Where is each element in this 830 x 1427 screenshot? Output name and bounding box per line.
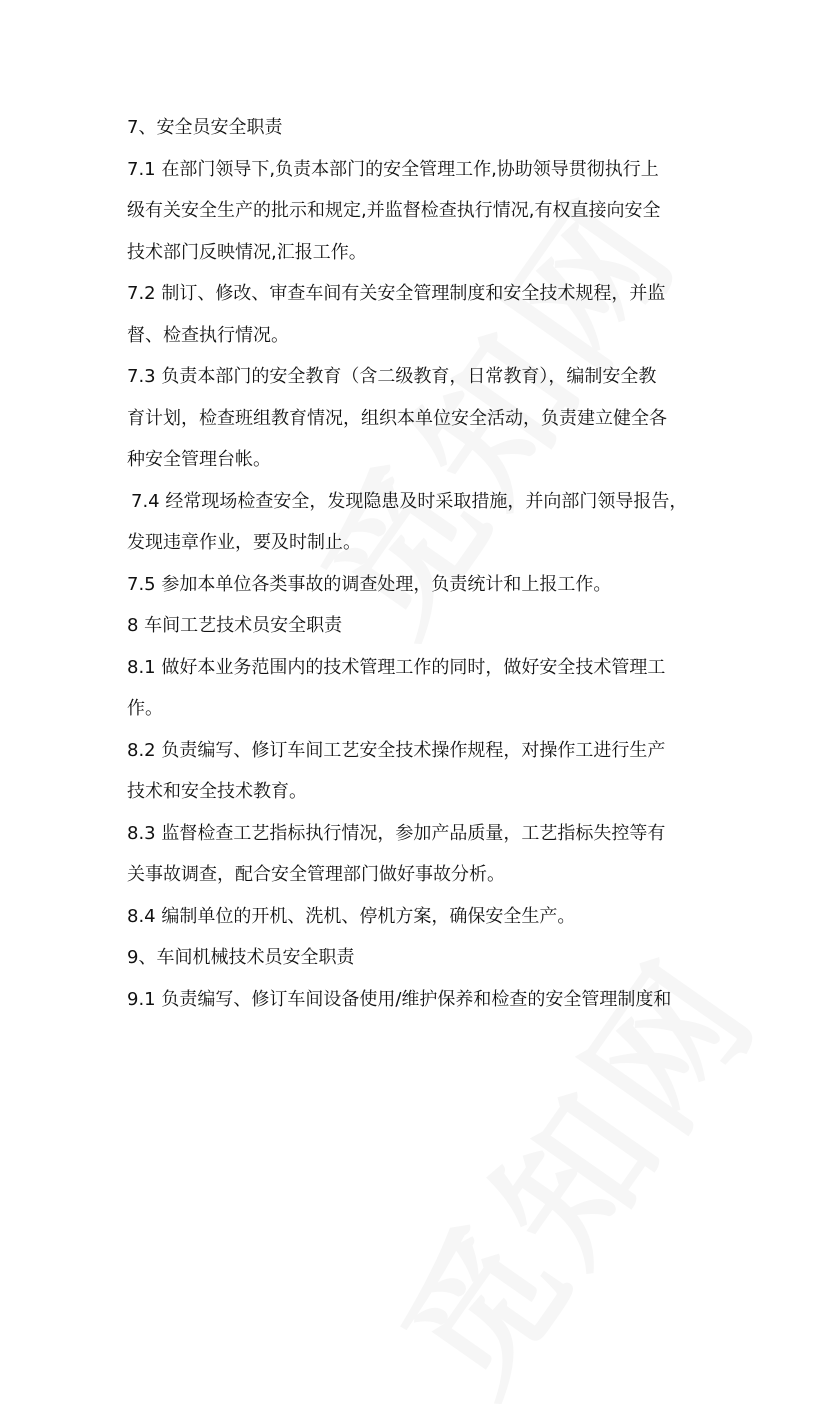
paragraph-line: 7.1 在部门领导下,负责本部门的安全管理工作,协助领导贯彻执行上	[127, 158, 659, 180]
paragraph-line: 7.3 负责本部门的安全教育（含二级教育，日常教育），编制安全教	[127, 366, 657, 387]
paragraph-line: 技术部门反映情况,汇报工作。	[127, 241, 367, 263]
paragraph-line: 育计划，检查班组教育情况，组织本单位安全活动，负责建立健全各	[127, 407, 667, 429]
document-body	[127, 107, 717, 1020]
paragraph-line: 督、检查执行情况。	[127, 324, 289, 346]
paragraph-line: 级有关安全生产的批示和规定,并监督检查执行情况,有权直接向安全	[127, 200, 661, 221]
paragraph-line: 7.4 经常现场检查安全，发现隐患及时采取措施，并向部门领导报告，	[131, 490, 688, 512]
paragraph-line: 9.1 负责编写、修订车间设备使用/维护保养和检查的安全管理制度和	[127, 988, 672, 1010]
heading-8: 8 车间工艺技术员安全职责	[127, 615, 343, 636]
paragraph-line: 种安全管理台帐。	[127, 449, 271, 470]
paragraph-line: 7.2 制订、修改、审查车间有关安全管理制度和安全技术规程，并监	[127, 283, 666, 304]
paragraph-line: 作。	[127, 698, 163, 719]
paragraph-line: 8.3 监督检查工艺指标执行情况，参加产品质量，工艺指标失控等有	[127, 822, 666, 844]
paragraph-line: 技术和安全技术教育。	[127, 781, 307, 802]
paragraph-line: 8.4 编制单位的开机、洗机、停机方案，确保安全生产。	[127, 905, 576, 927]
paragraph-line: 8.2 负责编写、修订车间工艺安全技术操作规程，对操作工进行生产	[127, 739, 666, 761]
paragraph-line: 关事故调查，配合安全管理部门做好事故分析。	[127, 864, 505, 885]
paragraph-line: 8.1 做好本业务范围内的技术管理工作的同时，做好安全技术管理工	[127, 656, 666, 678]
paragraph-line: 发现违章作业，要及时制止。	[127, 532, 361, 553]
heading-9: 9、车间机械技术员安全职责	[127, 947, 355, 968]
heading-7: 7、安全员安全职责	[127, 117, 283, 138]
paragraph-line: 7.5 参加本单位各类事故的调查处理，负责统计和上报工作。	[127, 573, 612, 595]
